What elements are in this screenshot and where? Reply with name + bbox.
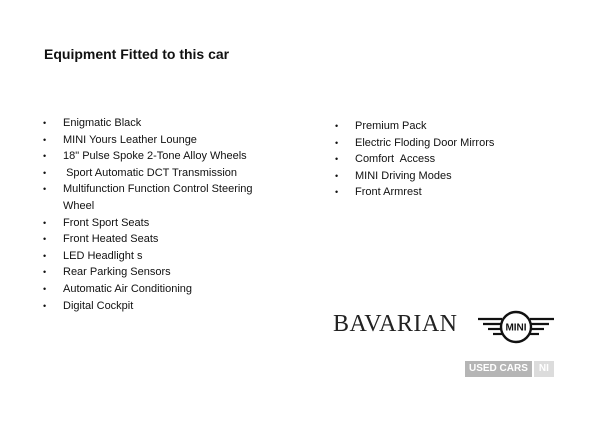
equipment-item-label: Enigmatic Black	[63, 117, 142, 129]
equipment-item-label: Comfort Access	[355, 153, 436, 166]
bullet-icon: •	[43, 300, 47, 311]
bullet-icon: •	[43, 134, 47, 145]
bullet-icon: •	[43, 283, 47, 294]
bullet-icon: •	[335, 154, 339, 165]
equipment-item	[43, 231, 273, 248]
dealer-logo-text: BAVARIAN	[333, 311, 458, 337]
equipment-item-label: MINI Driving Modes	[355, 169, 452, 182]
bullet-icon: •	[43, 234, 47, 245]
badge-used-cars: USED CARS	[465, 361, 532, 377]
bullet-icon: •	[43, 217, 47, 228]
equipment-item-label: LED Headlight s	[63, 249, 143, 262]
mini-logo-text: MINI	[505, 322, 527, 334]
bullet-icon: •	[335, 137, 339, 148]
equipment-item-label: Rear Parking Sensors	[63, 266, 171, 279]
equipment-item	[43, 181, 273, 214]
equipment-item	[43, 264, 273, 281]
equipment-item	[43, 148, 273, 165]
bullet-icon: •	[43, 118, 47, 128]
equipment-item	[43, 132, 273, 149]
equipment-item-label: Front Heated Seats	[63, 233, 159, 246]
mini-logo-icon	[478, 308, 554, 346]
equipment-item-label: Multifunction Function Control Steering Wheel	[63, 183, 256, 212]
equipment-item	[335, 184, 555, 201]
equipment-item-label: MINI Yours Leather Lounge	[63, 133, 197, 146]
equipment-item-label: Premium Pack	[355, 120, 427, 132]
equipment-item-label: Front Sport Seats	[63, 216, 150, 229]
bullet-icon: •	[43, 250, 47, 261]
bullet-icon: •	[335, 121, 339, 131]
bullet-icon: •	[43, 267, 47, 278]
bullet-icon: •	[335, 170, 339, 181]
equipment-list-right	[335, 118, 555, 201]
equipment-item-label: 18" Pulse Spoke 2-Tone Alloy Wheels	[63, 150, 247, 163]
equipment-item	[43, 165, 273, 182]
equipment-list-left	[43, 115, 273, 314]
badge-region: NI	[534, 361, 554, 377]
equipment-item	[43, 115, 273, 132]
equipment-item-label: Electric Floding Door Mirrors	[355, 136, 495, 149]
equipment-item	[43, 281, 273, 298]
equipment-item	[335, 118, 555, 135]
equipment-item-label: Front Armrest	[355, 186, 422, 199]
equipment-item-label: Automatic Air Conditioning	[63, 282, 193, 295]
equipment-item	[335, 151, 555, 168]
equipment-item-label: Digital Cockpit	[63, 299, 134, 312]
bullet-icon: •	[43, 151, 47, 162]
used-cars-badge	[465, 361, 554, 377]
equipment-item-label: Sport Automatic DCT Transmission	[63, 166, 238, 179]
equipment-item	[335, 135, 555, 152]
equipment-item	[43, 248, 273, 265]
equipment-item	[335, 168, 555, 185]
bullet-icon: •	[335, 187, 339, 198]
equipment-item	[43, 215, 273, 232]
bullet-icon: •	[43, 167, 47, 178]
bullet-icon: •	[43, 184, 47, 195]
equipment-item	[43, 298, 273, 315]
page-title: Equipment Fitted to this car	[44, 46, 230, 62]
